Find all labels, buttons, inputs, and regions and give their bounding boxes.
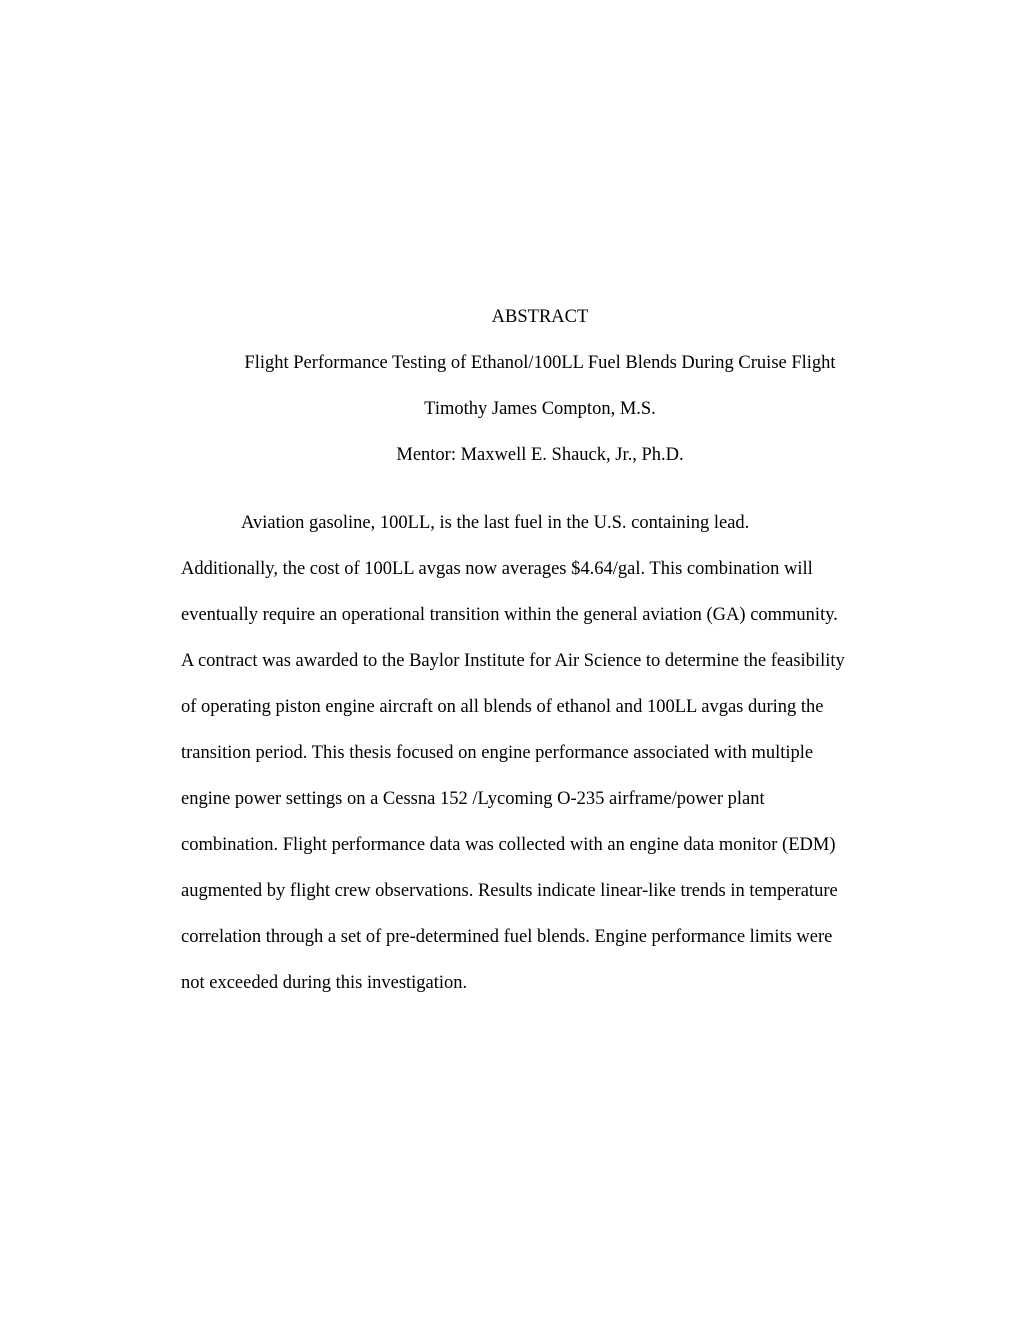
- abstract-line: not exceeded during this investigation.: [181, 973, 468, 993]
- abstract-line: Additionally, the cost of 100LL avgas now averages $4.64/gal. This combination will: [181, 559, 813, 579]
- abstract-line: of operating piston engine aircraft on all blends of ethanol and 100LL avgas during the: [181, 697, 824, 717]
- abstract-line: correlation through a set of pre-determined fuel blends. Engine performance limits were: [181, 927, 833, 947]
- author-line: Timothy James Compton, M.S.: [424, 399, 656, 419]
- abstract-heading: ABSTRACT: [491, 307, 589, 327]
- mentor-line: Mentor: Maxwell E. Shauck, Jr., Ph.D.: [396, 445, 684, 465]
- abstract-line: Aviation gasoline, 100LL, is the last fuel in the U.S. containing lead.: [241, 513, 750, 533]
- abstract-line: combination. Flight performance data was collected with an engine data monitor (EDM): [181, 835, 836, 855]
- abstract-line: A contract was awarded to the Baylor Institute for Air Science to determine the feasibility: [181, 651, 845, 671]
- abstract-line: eventually require an operational transition within the general aviation (GA) community.: [181, 605, 838, 625]
- abstract-line: augmented by flight crew observations. Results indicate linear-like trends in temperature: [181, 881, 838, 901]
- abstract-line: transition period. This thesis focused on engine performance associated with multiple: [181, 743, 814, 763]
- thesis-title: Flight Performance Testing of Ethanol/100LL Fuel Blends During Cruise Flight: [244, 353, 836, 373]
- abstract-line: engine power settings on a Cessna 152 /Lycoming O-235 airframe/power plant: [181, 789, 765, 809]
